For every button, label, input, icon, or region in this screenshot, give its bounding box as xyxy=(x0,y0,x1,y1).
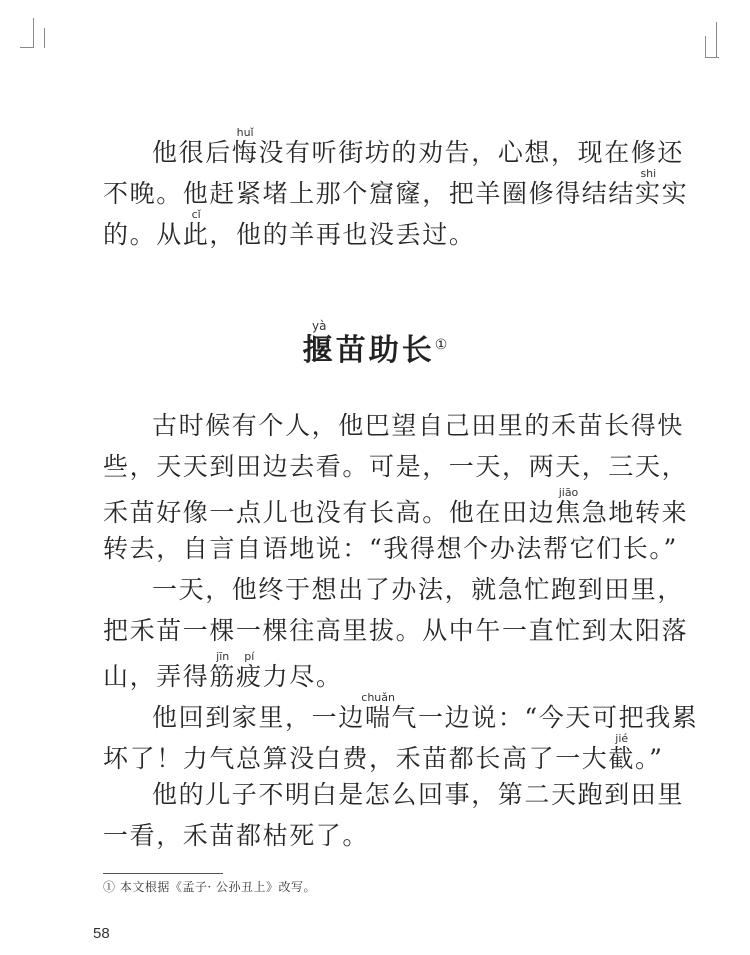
previous-story-ending xyxy=(103,126,689,250)
title-pinyin-char: 揠yà xyxy=(302,319,336,368)
story-title: 揠yà苗助长① xyxy=(302,319,448,368)
story-paragraph xyxy=(103,569,689,692)
footnote-marker: ① xyxy=(434,337,448,353)
text-line: 的。从此cǐ，他的羊再也没丢过。 xyxy=(103,208,476,249)
text-line: 坏了！力气总算没白费，禾苗都长高了一大截jié。” xyxy=(103,732,664,773)
pinyin-annotated-char: 截jié xyxy=(608,732,636,773)
pinyin-annotated-char: 悔huǐ xyxy=(231,126,259,167)
story-paragraph xyxy=(103,774,685,856)
pinyin-annotated-char: 焦jiāo xyxy=(555,486,582,527)
footnote: ① 本文根据《孟子· 公孙丑上》改写。 xyxy=(103,880,316,894)
text-line: 古时候有个人，他巴望自己田里的禾苗长得快 xyxy=(152,411,685,440)
text-line: 些，天天到田边去看。可是，一天，两天，三天， xyxy=(103,452,689,481)
crop-mark xyxy=(44,28,45,48)
pinyin-annotated-char: 喘chuǎn xyxy=(361,691,395,732)
story-paragraph xyxy=(103,691,699,774)
crop-mark xyxy=(20,47,34,48)
pinyin-annotated-char: 实shi xyxy=(635,167,662,208)
story-paragraph xyxy=(103,405,689,569)
text-line: 把禾苗一棵一棵往高里拔。从中午一直忙到太阳落 xyxy=(103,616,689,645)
text-line: 他很后悔huǐ没有听街坊的劝告，心想，现在修还 xyxy=(152,126,685,167)
text-line: 转去，自言自语地说：“我得想个办法帮它们长。” xyxy=(103,534,678,563)
text-line: 禾苗好像一点儿也没有长高。他在田边焦jiāo急地转来 xyxy=(103,486,689,527)
pinyin-annotated-char: 疲pí xyxy=(236,650,263,691)
crop-mark xyxy=(705,36,706,58)
text-line: 山，弄得筋jīn疲pí力尽。 xyxy=(103,650,343,691)
text-line: 一天，他终于想出了办法，就急忙跑到田里， xyxy=(152,575,685,604)
text-line: 他回到家里，一边喘chuǎn气一边说：“今天可把我累 xyxy=(152,691,699,732)
text-line: 不晚。他赶紧堵上那个窟窿，把羊圈修得结结实shi实 xyxy=(103,167,689,208)
footnote-divider xyxy=(103,873,223,874)
pinyin-annotated-char: 筋jīn xyxy=(209,650,237,691)
crop-mark xyxy=(33,18,34,48)
crop-mark xyxy=(716,22,717,58)
page-number: 58 xyxy=(93,925,110,942)
text-line: 一看，禾苗都枯死了。 xyxy=(103,821,370,850)
text-line: 他的儿子不明白是怎么回事，第二天跑到田里 xyxy=(152,780,685,809)
pinyin-annotated-char: 此cǐ xyxy=(182,208,210,249)
